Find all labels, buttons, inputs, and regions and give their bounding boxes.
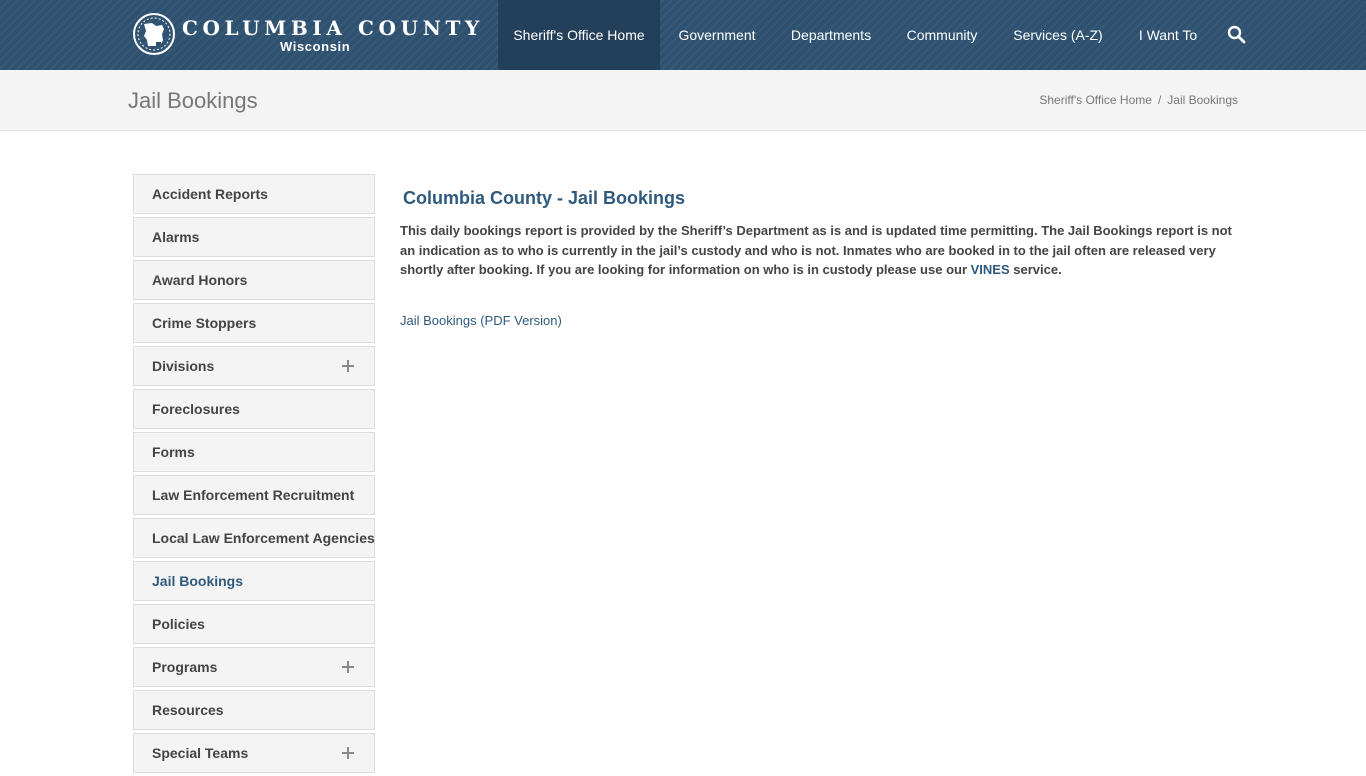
sidebar-item-alarms[interactable] bbox=[133, 217, 375, 257]
page-title-bar bbox=[0, 70, 1366, 131]
breadcrumb bbox=[1039, 93, 1238, 107]
expand-plus-icon[interactable] bbox=[342, 661, 354, 673]
sidebar-item-label: Alarms bbox=[152, 229, 200, 245]
breadcrumb-home-link[interactable]: Sheriff's Office Home bbox=[1039, 93, 1152, 107]
content-paragraph bbox=[400, 221, 1240, 280]
sidebar-item-label: Crime Stoppers bbox=[152, 315, 257, 331]
page-title: Jail Bookings bbox=[128, 88, 258, 113]
main-nav bbox=[498, 0, 1216, 70]
search-icon[interactable] bbox=[1226, 24, 1248, 46]
sidebar-item-programs[interactable] bbox=[133, 647, 375, 687]
nav-services-a-z[interactable]: Services (A-Z) bbox=[1013, 27, 1103, 43]
vines-link[interactable]: VINES bbox=[970, 262, 1010, 277]
sidebar-item-label: Accident Reports bbox=[152, 186, 268, 202]
site-logo[interactable] bbox=[132, 12, 484, 60]
expand-plus-icon[interactable] bbox=[342, 747, 354, 759]
sidebar-item-label: Resources bbox=[152, 702, 224, 718]
logo-title: COLUMBIA COUNTY bbox=[182, 16, 484, 40]
sidebar-item-policies[interactable] bbox=[133, 604, 375, 644]
sidebar-item-special-teams[interactable] bbox=[133, 733, 375, 773]
sidebar-item-law-enforcement-recruitment[interactable] bbox=[133, 475, 375, 515]
nav-i-want-to[interactable]: I Want To bbox=[1138, 27, 1198, 43]
wisconsin-state-seal-icon bbox=[132, 12, 176, 56]
sidebar-nav bbox=[133, 174, 375, 776]
main-content bbox=[400, 188, 1240, 330]
sidebar-item-label: Programs bbox=[152, 659, 218, 675]
nav-community[interactable]: Community bbox=[906, 27, 978, 43]
site-header bbox=[0, 0, 1366, 70]
expand-plus-icon[interactable] bbox=[342, 360, 354, 372]
sidebar-item-label: Forms bbox=[152, 444, 195, 460]
sidebar-item-award-honors[interactable] bbox=[133, 260, 375, 300]
content-heading: Columbia County - Jail Bookings bbox=[403, 188, 686, 208]
sidebar-item-label: Foreclosures bbox=[152, 401, 240, 417]
sidebar-item-resources[interactable] bbox=[133, 690, 375, 730]
sidebar-item-label: Policies bbox=[152, 616, 205, 632]
nav-government[interactable]: Government bbox=[678, 27, 756, 43]
sidebar-item-label: Divisions bbox=[152, 358, 215, 374]
nav-sheriffs-office-home[interactable]: Sheriff's Office Home bbox=[498, 0, 660, 70]
sidebar-item-label: Award Honors bbox=[152, 272, 248, 288]
sidebar-item-crime-stoppers[interactable] bbox=[133, 303, 375, 343]
sidebar-item-divisions[interactable] bbox=[133, 346, 375, 386]
breadcrumb-separator: / bbox=[1157, 93, 1162, 107]
sidebar-item-foreclosures[interactable] bbox=[133, 389, 375, 429]
sidebar-item-jail-bookings[interactable] bbox=[133, 561, 375, 601]
sidebar-item-label: Special Teams bbox=[152, 745, 249, 761]
paragraph-text-end: service. bbox=[1009, 262, 1062, 277]
sidebar-item-label: Local Law Enforcement Agencies bbox=[152, 530, 375, 546]
sidebar-item-label: Law Enforcement Recruitment bbox=[152, 487, 355, 503]
breadcrumb-current: Jail Bookings bbox=[1167, 93, 1238, 107]
sidebar-item-forms[interactable] bbox=[133, 432, 375, 472]
logo-subtitle: Wisconsin bbox=[280, 39, 351, 54]
sidebar-item-accident-reports[interactable] bbox=[133, 174, 375, 214]
jail-bookings-pdf-link[interactable]: Jail Bookings (PDF Version) bbox=[400, 312, 562, 328]
nav-departments[interactable]: Departments bbox=[790, 27, 872, 43]
paragraph-text: This daily bookings report is provided by the Sheriff’s Department as is and is updated time permitting. The Jail Bookings report is not an indication as to who is currently in the jail’s custody and who is not. Inmates who are booked in to the jail often are released very shortly after booking. If you are looking for information on who is in custody please use our bbox=[400, 223, 1232, 277]
sidebar-item-label: Jail Bookings bbox=[152, 573, 244, 589]
sidebar-item-local-law-enforcement-agencies[interactable] bbox=[133, 518, 375, 558]
